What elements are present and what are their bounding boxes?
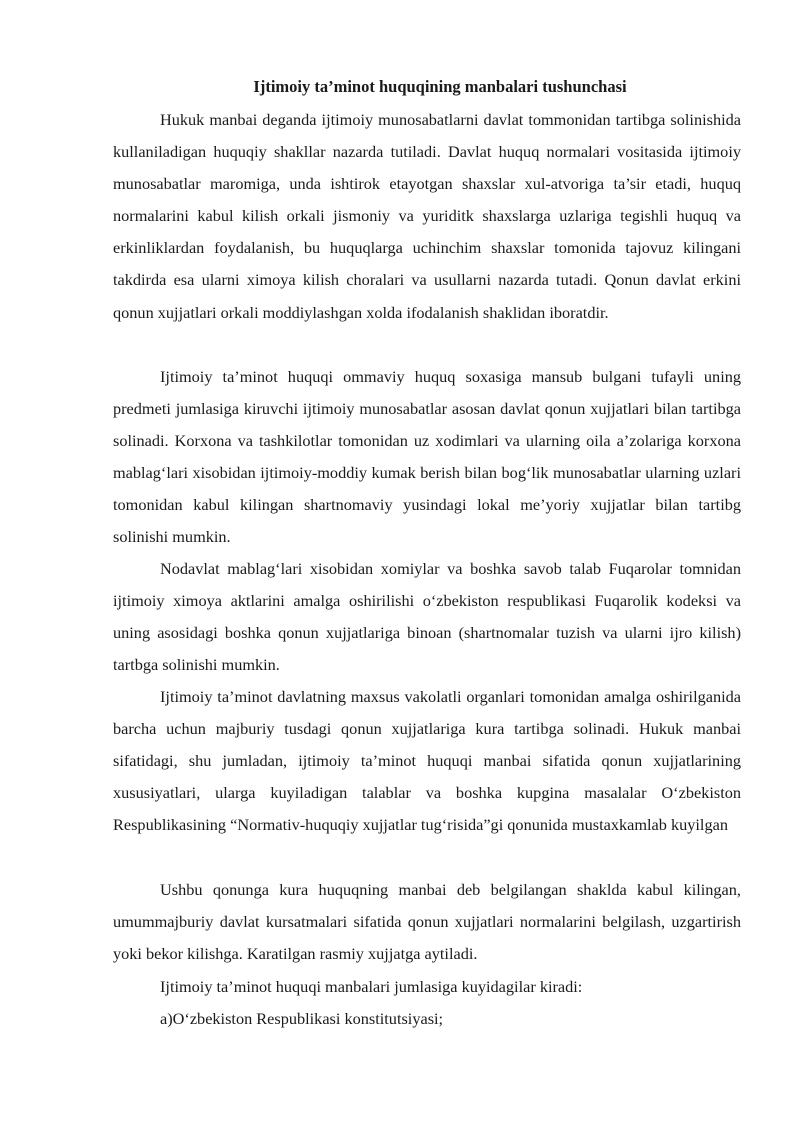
paragraph-3: Nodavlat mablag‘lari xisobidan xomiylar va boshka savob talab Fuqarolar tomnidan ijtimoiy ximoya aktlarini amalga oshirilishi o‘zbekiston respublikasi Fuqarolik kodeksi va uning asosidagi boshka qonun xujjatlariga binoan (shartnomalar tuzish va ularni ijro kilish) tartbga solinishi mumkin. <box>113 559 741 675</box>
paragraph-5: Ushbu qonunga kura huquqning manbai deb belgilangan shaklda kabul kilingan, umummajburiy davlat kursatmalari sifatida qonun xujjatlari normalarini belgilash, uzgartirish yoki bekor kilishga. Karatilgan rasmiy xujjatga aytiladi. <box>113 880 741 964</box>
document-title: Ijtimoiy ta’minot huquqining manbalari tushunchasi <box>253 77 627 96</box>
paragraph-4: Ijtimoiy ta’minot davlatning maxsus vakolatli organlari tomonidan amalga oshirilganida barcha uchun majburiy tusdagi qonun xujjatlariga kura tartibga solinadi. Hukuk manbai sifatidagi, shu jumladan, ijtimoiy ta’minot huquqi manbai sifatida qonun xujjatlarining xususiyatlari, ularga kuyiladigan talablar va boshka kupgina masalalar O‘zbekiston Respublikasining “Normativ-huquqiy xujjatlar tug‘risida”gi qonunida mustaxkamlab kuyilgan <box>113 687 741 835</box>
paragraph-2: Ijtimoiy ta’minot huquqi ommaviy huquq soxasiga mansub bulgani tufayli uning predmeti jumlasiga kiruvchi ijtimoiy munosabatlar asosan davlat qonun xujjatlari bilan tartibga solinadi. Korxona va tashkilotlar tomonidan uz xodimlari va ularning oila a’zolariga korxona mablag‘lari xisobidan ijtimoiy-moddiy kumak berish bilan bog‘lik munosabatlar ularning uzlari tomonidan kabul kilingan shartnomaviy yusindagi lokal me’yoriy xujjatlar bilan tartibg solinishi mumkin. <box>113 367 741 547</box>
list-item-a: a)O‘zbekiston Respublikasi konstitutsiyasi; <box>160 1009 444 1028</box>
paragraph-1: Hukuk manbai deganda ijtimoiy munosabatlarni davlat tommonidan tartibga solinishida kullaniladigan huquqiy shakllar nazarda tutiladi. Davlat huquq normalari vositasida ijtimoiy munosabatlar maromiga, unda ishtirok etayotgan shaxslar xul-atvoriga ta’sir etadi, huquq normalarini kabul kilish orkali jismoniy va yuriditk shaxslarga uzlariga tegishli huquq va erkinliklardan foydalanish, bu huquqlarga uchinchim shaxslar tomonida tajovuz kilingani takdirda esa ularni ximoya kilish choralari va usullarni nazarda tutadi. Qonun davlat erkini qonun xujjatlari orkali moddiylashgan xolda ifodalanish shaklidan iboratdir. <box>113 110 741 322</box>
sources-intro-line: Ijtimoiy ta’minot huquqi manbalari jumlasiga kuyidagilar kiradi: <box>160 977 583 996</box>
